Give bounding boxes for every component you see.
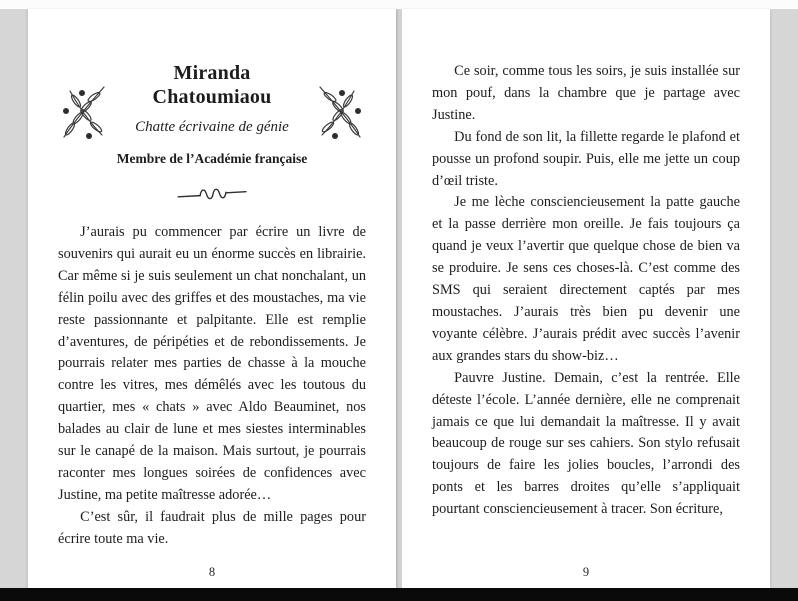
paragraph: Ce soir, comme tous les soirs, je suis installée sur mon pouf, dans la chambre que je partage avec Justine. <box>432 63 740 123</box>
left-page-body <box>58 222 366 551</box>
page-right <box>402 9 770 588</box>
page-number-left: 8 <box>208 565 216 579</box>
olive-branch-left-icon <box>58 81 108 148</box>
bottom-screen-edge <box>0 588 798 601</box>
paragraph: Pauvre Justine. Demain, c’est la rentrée. Elle déteste l’école. L’année dernière, elle ne comprenait jamais ce que lui demandait la maîtresse. Il y avait beaucoup de rouge sur ses cahiers. Son stylo refusait toujours de faire les jolies boucles, l’arrondi des ponts et les barres droites qu’elle s’appliquait pourtant consciencieusement à tracer. Son écriture, <box>432 369 740 518</box>
page-subtitle: Chatte écrivaine de génie <box>135 119 289 135</box>
right-page-body <box>432 61 740 521</box>
section-divider-icon <box>58 184 366 207</box>
chapter-header <box>58 61 366 167</box>
page-affiliation: Membre de l’Académie française <box>116 151 308 166</box>
paragraph: Du fond de son lit, la fillette regarde le plafond et pousse un profond soupir. Puis, elle me jette un coup d’œil triste. <box>432 128 740 189</box>
page-left <box>28 9 396 588</box>
paragraph: C’est sûr, il faudrait plus de mille pages pour écrire toute ma vie. <box>58 508 366 547</box>
page-number-right: 9 <box>582 565 590 579</box>
paragraph: J’aurais pu commencer par écrire un livre de souvenirs qui aurait eu un énorme succès en librairie. Car même si je suis seulement un chat nonchalant, un félin poilu avec des griffes et des moustaches, ma vie reste passionnante et palpitante. Elle est remplie d’aventures, de péripéties et de rebondissements. Je pourrais relater mes parties de chasse à la mouche contre les vitres, mes démêlés avec les toutous du quartier, mes « chats » avec Aldo Beauminet, nos balades au clair de lune et mes siestes interminables sur le canapé de la maison. Mais surtout, je pourrais raconter mes longues soirées de confidences avec Justine, ma petite maîtresse adorée… <box>58 224 366 503</box>
olive-branch-right-icon <box>316 81 366 148</box>
pages-row <box>0 9 798 588</box>
top-page-edge <box>0 0 798 9</box>
page-title: Miranda Chatoumiaou <box>152 62 272 108</box>
chapter-header-text <box>116 61 308 167</box>
paragraph: Je me lèche consciencieusement la patte gauche et la passe derrière mon oreille. Je fais toujours ça quand je veux l’avertir que quelque chose de bien va se produire. Je sens ces choses-là. C’est comme des SMS qui seraient directement captés par mes moustaches. J’aurais très bien pu devenir une voyante célèbre. J’aurais prédit avec succès l’avenir aux grandes stars du show-biz… <box>432 194 740 364</box>
